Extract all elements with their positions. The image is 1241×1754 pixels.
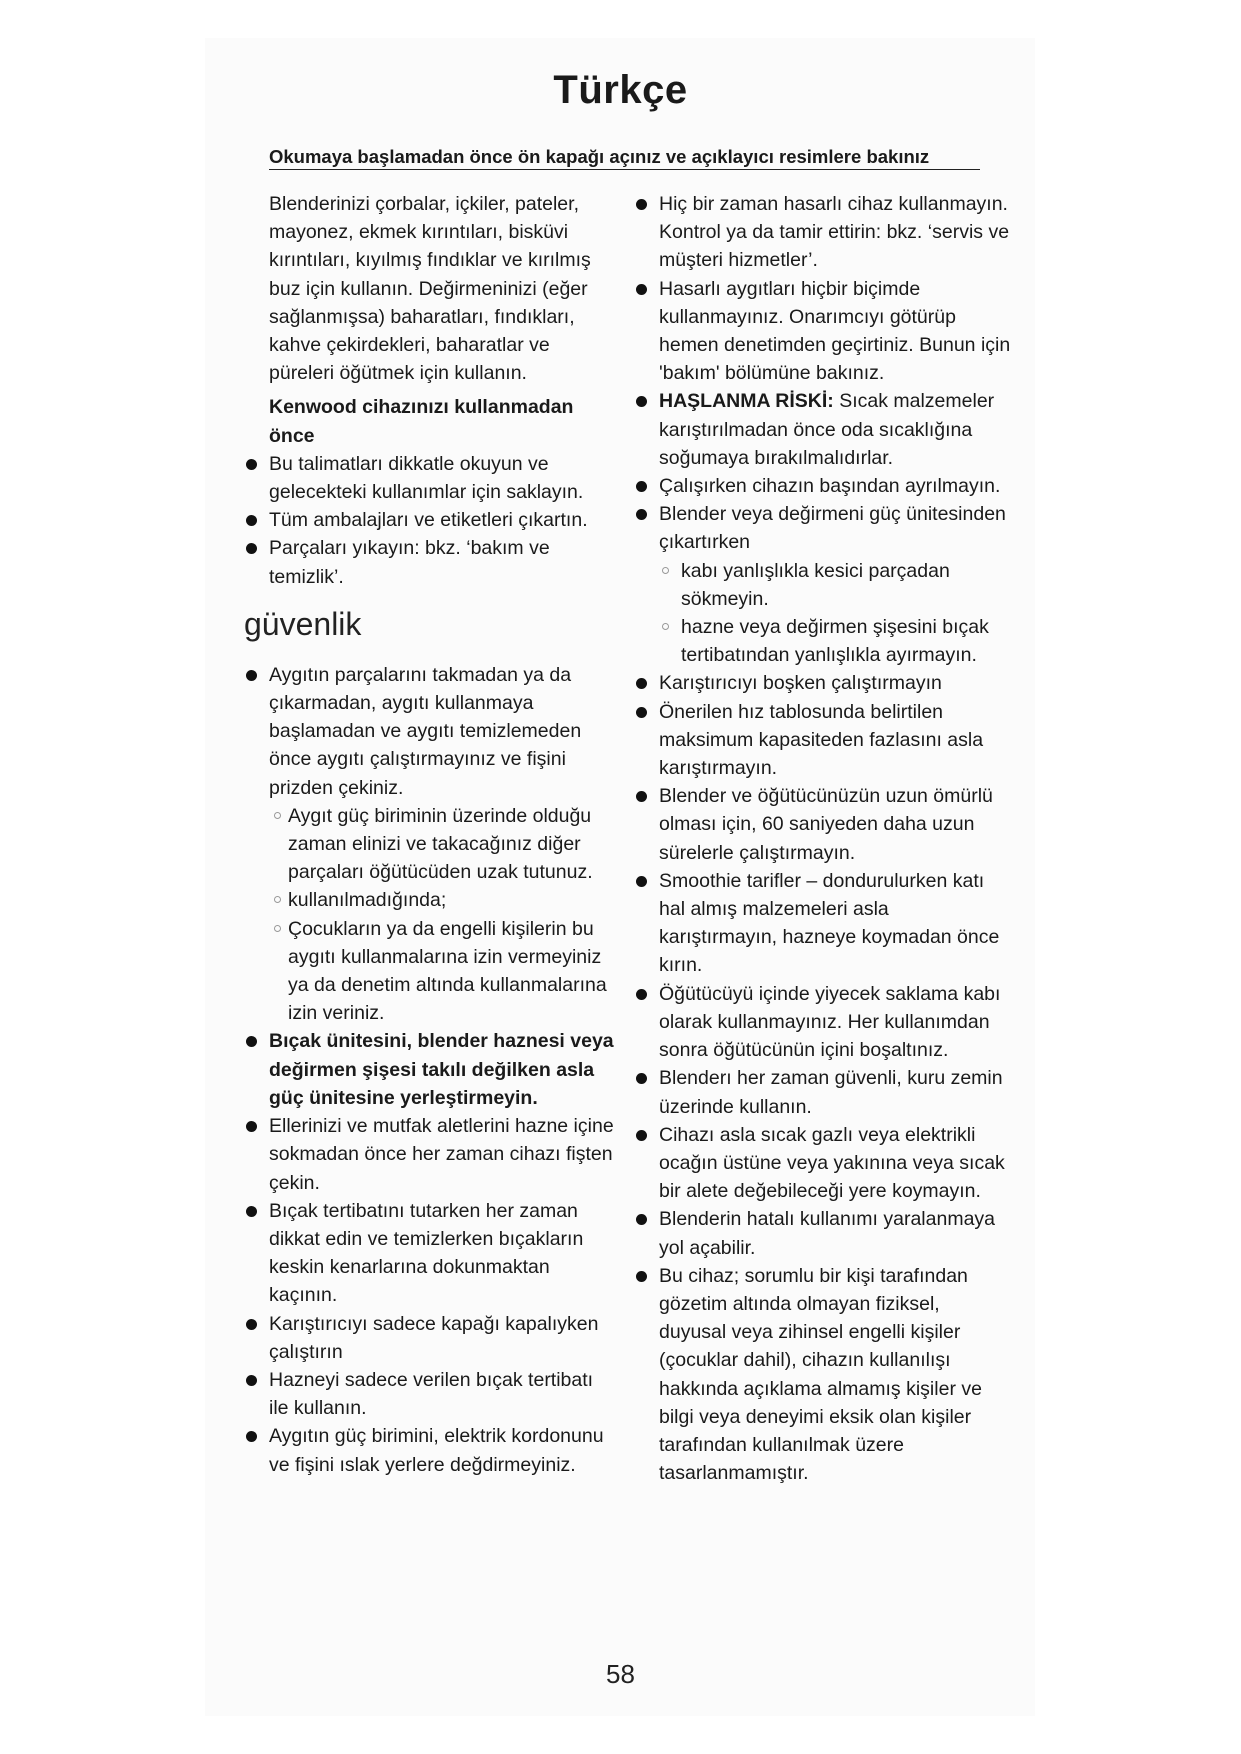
left-column — [246, 190, 616, 1479]
bullet-icon — [636, 1073, 647, 1084]
bullet-icon — [246, 543, 257, 554]
list-item: Bıçak ünitesini, blender haznesi veya değirmen şişesi takılı değilken asla güç ünitesine yerleştirmeyin. — [246, 1027, 616, 1112]
bullet-icon — [246, 670, 257, 681]
burn-risk-label: HAŞLANMA RİSKİ: — [659, 390, 834, 413]
right-column — [636, 190, 1011, 1487]
list-item: Parçaları yıkayın: bkz. ‘bakım ve temizlik’. — [246, 534, 616, 590]
list-item: Blender veya değirmeni güç ünitesinden çıkartırken — [636, 500, 1011, 556]
list-item: Aygıtın parçalarını takmadan ya da çıkarmadan, aygıtı kullanmaya başlamadan ve aygıtı temizlemeden önce aygıtı çalıştırmayınız ve fişini prizden çekiniz. — [246, 661, 616, 802]
list-item: Karıştırıcıyı sadece kapağı kapalıyken çalıştırın — [246, 1310, 616, 1366]
list-item: Önerilen hız tablosunda belirtilen maksimum kapasiteden fazlasını asla karıştırmayın. — [636, 698, 1011, 783]
circle-bullet-icon — [274, 812, 281, 819]
intro-instruction: Okumaya başlamadan önce ön kapağı açınız ve açıklayıcı resimlere bakınız — [269, 146, 930, 167]
list-item: Öğütücüyü içinde yiyecek saklama kabı olarak kullanmayınız. Her kullanımdan sonra öğütücünün içini boşaltınız. — [636, 980, 1011, 1065]
sub-list-item: hazne veya değirmen şişesini bıçak tertibatından yanlışlıkla ayırmayın. — [659, 613, 1011, 669]
sub-list-item: Aygıt güç biriminin üzerinde olduğu zaman elinizi ve takacağınız diğer parçaları öğütücüden uzak tutunuz. — [276, 802, 616, 887]
list-item: Hiç bir zaman hasarlı cihaz kullanmayın. Kontrol ya da tamir ettirin: bkz. ‘servis ve müşteri hizmetler’. — [636, 190, 1011, 275]
bullet-icon — [246, 459, 257, 470]
bullet-icon — [246, 515, 257, 526]
circle-bullet-icon — [274, 925, 281, 932]
bullet-icon — [246, 1036, 257, 1047]
sub-list-item: kabı yanlışlıkla kesici parçadan sökmeyin. — [659, 557, 1011, 613]
bullet-icon — [636, 396, 647, 407]
list-item: Tüm ambalajları ve etiketleri çıkartın. — [246, 506, 616, 534]
sub-list-item: kullanılmadığında; — [276, 886, 616, 914]
circle-bullet-icon — [662, 567, 669, 574]
list-item: Hasarlı aygıtları hiçbir biçimde kullanmayınız. Onarımcıyı götürüp hemen denetimden geçirtiniz. Bunun için 'bakım' bölümüne bakınız. — [636, 275, 1011, 388]
page-title: Türkçe — [553, 68, 688, 112]
bullet-icon — [636, 707, 647, 718]
usage-paragraph: Blenderinizi çorbalar, içkiler, pateler, mayonez, ekmek kırıntıları, bisküvi kırıntıları, kıyılmış fındıklar ve kırılmış buz için kullanın. Değirmeninizi (eğer sağlanmışsa) baharatları, fındıkları, kahve çekirdekleri, baharatlar ve püreleri öğütmek için kullanın. — [269, 193, 591, 385]
page-number: 58 — [606, 1659, 635, 1689]
sub-list-item: Çocukların ya da engelli kişilerin bu aygıtı kullanmalarına izin vermeyiniz ya da denetim altında kullanmalarına izin veriniz. — [276, 915, 616, 1028]
list-item: Blenderı her zaman güvenli, kuru zemin üzerinde kullanın. — [636, 1064, 1011, 1120]
bullet-icon — [246, 1121, 257, 1132]
bullet-icon — [636, 1214, 647, 1225]
bullet-icon — [636, 481, 647, 492]
bullet-icon — [246, 1319, 257, 1330]
list-item: Aygıtın güç birimini, elektrik kordonunu ve fişini ıslak yerlere değdirmeyiniz. — [246, 1422, 616, 1478]
bullet-icon — [636, 791, 647, 802]
bullet-icon — [636, 1130, 647, 1141]
list-item: Ellerinizi ve mutfak aletlerini hazne içine sokmadan önce her zaman cihazı fişten çekin. — [246, 1112, 616, 1197]
bullet-icon — [246, 1431, 257, 1442]
list-item: Blender ve öğütücünüzün uzun ömürlü olması için, 60 saniyeden daha uzun sürelerle çalıştırmayın. — [636, 782, 1011, 867]
list-item: Hazneyi sadece verilen bıçak tertibatı ile kullanın. — [246, 1366, 616, 1422]
bullet-icon — [636, 678, 647, 689]
bullet-icon — [246, 1206, 257, 1217]
circle-bullet-icon — [662, 623, 669, 630]
bullet-icon — [636, 876, 647, 887]
safety-heading: güvenlik — [244, 605, 362, 642]
list-item: Smoothie tarifler – dondurulurken katı hal almış malzemeleri asla karıştırmayın, hazneye koymadan önce kırın. — [636, 867, 1011, 980]
intro-underline — [269, 169, 980, 170]
list-item: Bu cihaz; sorumlu bir kişi tarafından gözetim altında olmayan fiziksel, duyusal veya zihinsel engelli kişiler (çocuklar dahil), cihazın kullanılışı hakkında açıklama almamış kişiler ve bilgi veya deneyimi eksik olan kişiler tarafından kullanılmak üzere tasarlanmamıştır. — [636, 1262, 1011, 1488]
bullet-icon — [636, 989, 647, 1000]
bullet-icon — [636, 284, 647, 295]
list-item: Çalışırken cihazın başından ayrılmayın. — [636, 472, 1011, 500]
circle-bullet-icon — [274, 896, 281, 903]
list-item: Bıçak tertibatını tutarken her zaman dikkat edin ve temizlerken bıçakların keskin kenarlarına dokunmaktan kaçının. — [246, 1197, 616, 1310]
list-item: Blenderin hatalı kullanımı yaralanmaya yol açabilir. — [636, 1205, 1011, 1261]
list-item: Karıştırıcıyı boşken çalıştırmayın — [636, 669, 1011, 697]
list-item: Cihazı asla sıcak gazlı veya elektrikli ocağın üstüne veya yakınına veya sıcak bir alete değebileceği yere koymayın. — [636, 1121, 1011, 1206]
list-item: HAŞLANMA RİSKİ: Sıcak malzemeler karıştırılmadan önce oda sıcaklığına soğumaya bırakılmalıdırlar. — [636, 387, 1011, 472]
bullet-icon — [636, 1271, 647, 1282]
bullet-icon — [246, 1375, 257, 1386]
bullet-icon — [636, 199, 647, 210]
bullet-icon — [636, 509, 647, 520]
list-item: Bu talimatları dikkatle okuyun ve gelecekteki kullanımlar için saklayın. — [246, 450, 616, 506]
before-use-heading: Kenwood cihazınızı kullanmadan önce — [269, 396, 574, 447]
